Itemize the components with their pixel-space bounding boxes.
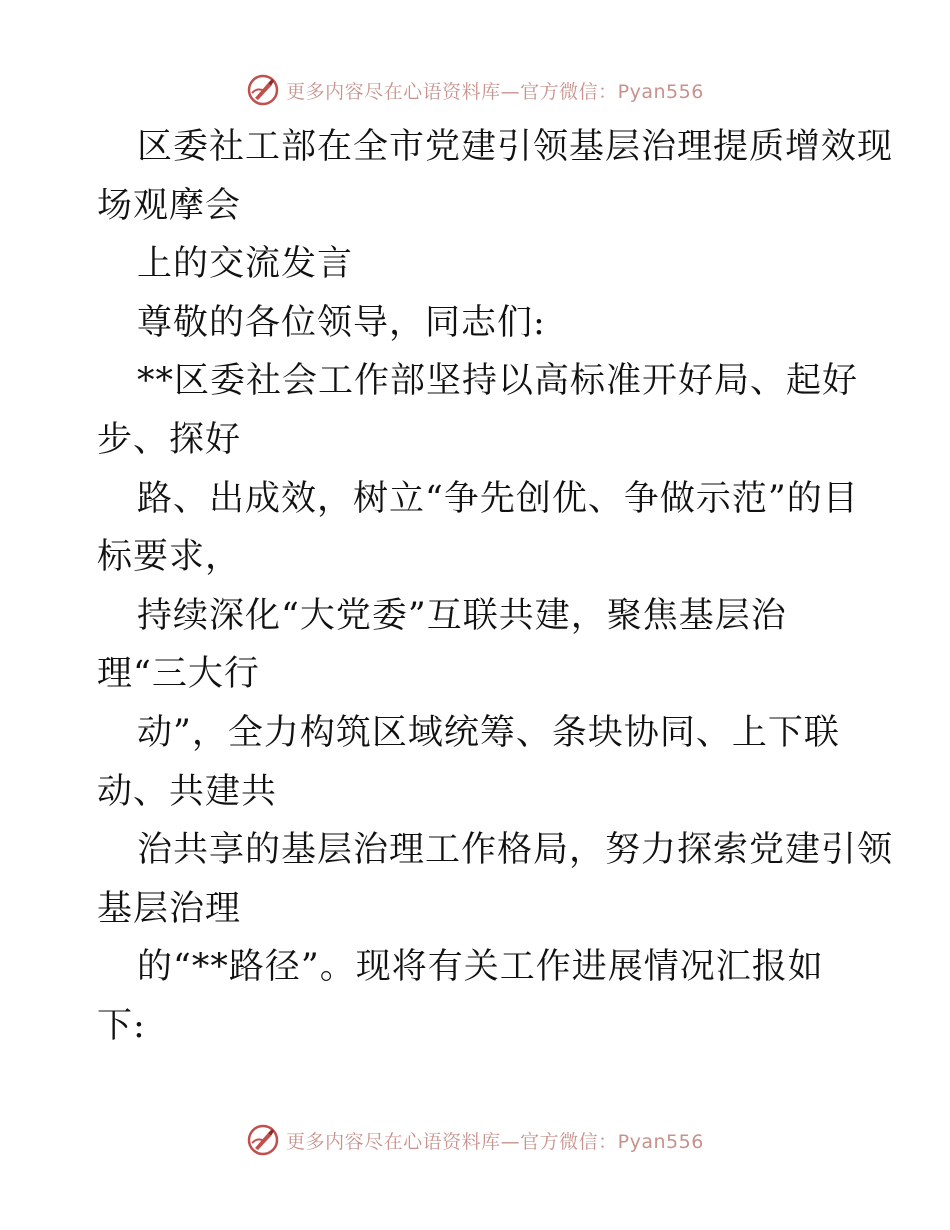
document-body <box>97 118 894 1056</box>
quill-pen-logo-icon <box>246 1123 280 1157</box>
doc-line: 动、共建共 <box>97 771 278 812</box>
watermark-text: 更多内容尽在心语资料库—官方微信：Pyan556 <box>286 80 704 103</box>
doc-line: 标要求， <box>97 537 242 578</box>
doc-line: 的“**路径”。现将有关工作进展情况汇报如 <box>137 947 824 988</box>
doc-line: 尊敬的各位领导，同志们: <box>137 302 546 343</box>
watermark-text: 更多内容尽在心语资料库—官方微信：Pyan556 <box>286 1130 704 1153</box>
doc-line: 路、出成效，树立“争先创优、争做示范”的目 <box>137 478 859 519</box>
watermark-header <box>0 70 950 110</box>
doc-line: **区委社会工作部坚持以高标准开好局、起好 <box>137 361 859 402</box>
quill-pen-logo-icon <box>246 73 280 107</box>
doc-line: 场观摩会 <box>97 185 242 226</box>
doc-line: 上的交流发言 <box>137 244 354 285</box>
watermark-footer <box>0 1120 950 1160</box>
doc-line: 理“三大行 <box>97 654 260 695</box>
doc-line: 动”，全力构筑区域统筹、条块协同、上下联 <box>137 712 840 753</box>
doc-line: 基层治理 <box>97 888 242 929</box>
doc-line: 治共享的基层治理工作格局，努力探索党建引领 <box>137 830 894 871</box>
doc-line: 区委社工部在全市党建引领基层治理提质增效现 <box>137 127 894 167</box>
doc-line: 步、探好 <box>97 419 242 460</box>
doc-line: 下: <box>97 1005 146 1046</box>
doc-line: 持续深化“大党委”互联共建，聚焦基层治 <box>137 595 787 636</box>
